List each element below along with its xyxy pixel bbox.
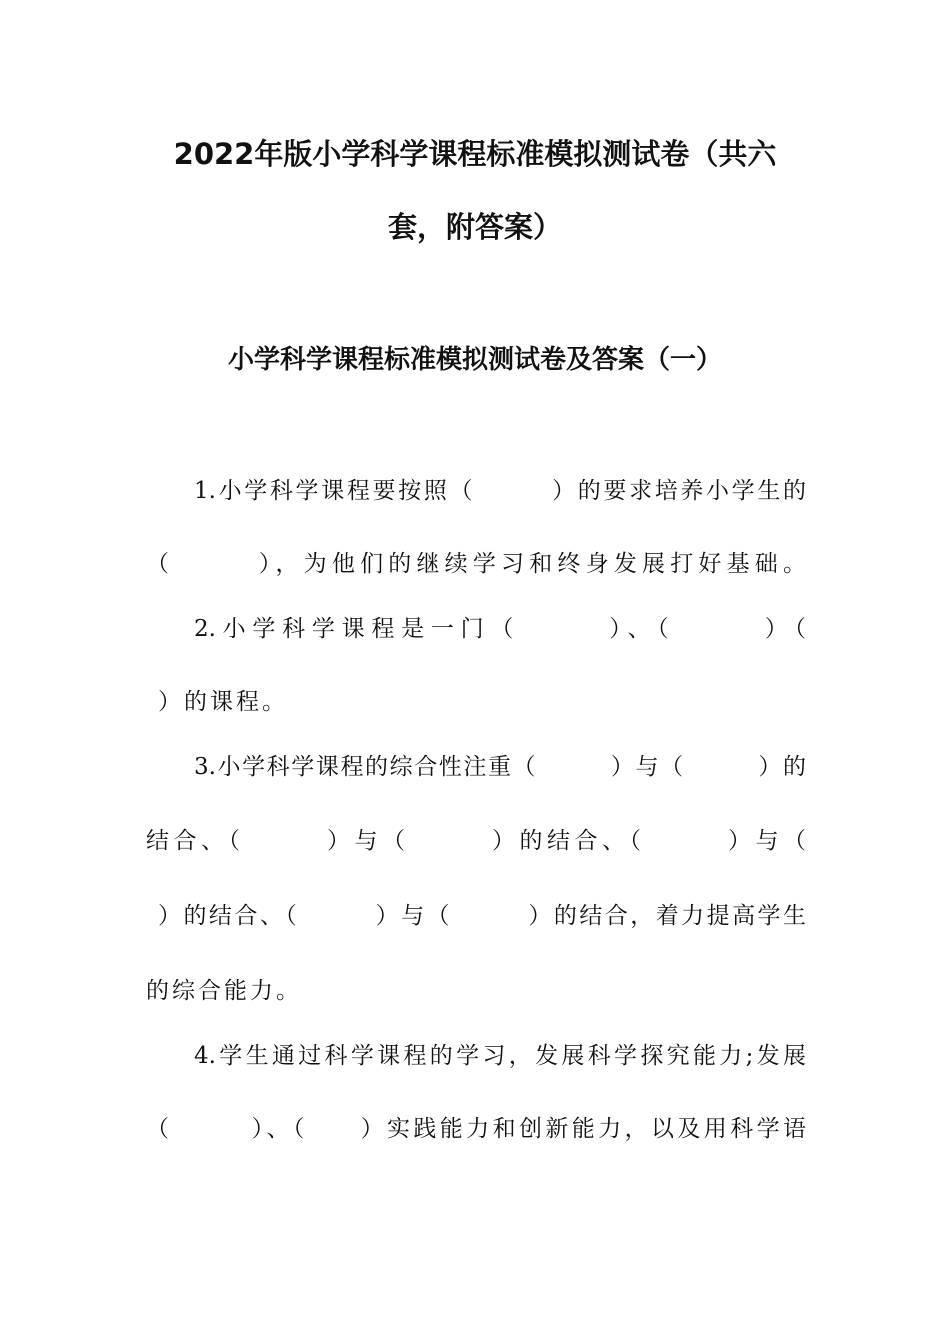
question-1-line-2: （ ），为他们的继续学习和终身发展打好基础。: [146, 551, 806, 577]
section-subtitle: 小学科学课程标准模拟测试卷及答案（一）: [227, 345, 722, 375]
document-title-line-2: 套，附答案）: [387, 210, 562, 244]
question-1-line-1: 1.小学科学课程要按照（ ）的要求培养小学生的: [194, 478, 806, 504]
document-title-line-1: 2022年版小学科学课程标准模拟测试卷（共六: [173, 137, 777, 171]
question-3-line-4: 的综合能力。: [146, 978, 302, 1004]
question-4-line-1: 4.学生通过科学课程的学习，发展科学探究能力;发展: [194, 1043, 806, 1069]
question-4-line-2: （ ）、（ ）实践能力和创新能力，以及用科学语: [146, 1116, 806, 1142]
question-3-line-3: ）的结合、（ ）与（ ）的结合，着力提高学生: [158, 903, 806, 929]
question-3-line-2: 结合、（ ）与（ ）的结合、（ ）与（: [146, 828, 806, 854]
question-3-line-1: 3.小学科学课程的综合性注重（ ）与（ ）的: [194, 754, 806, 780]
question-2-line-2: ）的课程。: [158, 689, 288, 715]
question-2-line-1: 2.小学科学课程是一门（ ）、（ ）（: [194, 616, 806, 642]
